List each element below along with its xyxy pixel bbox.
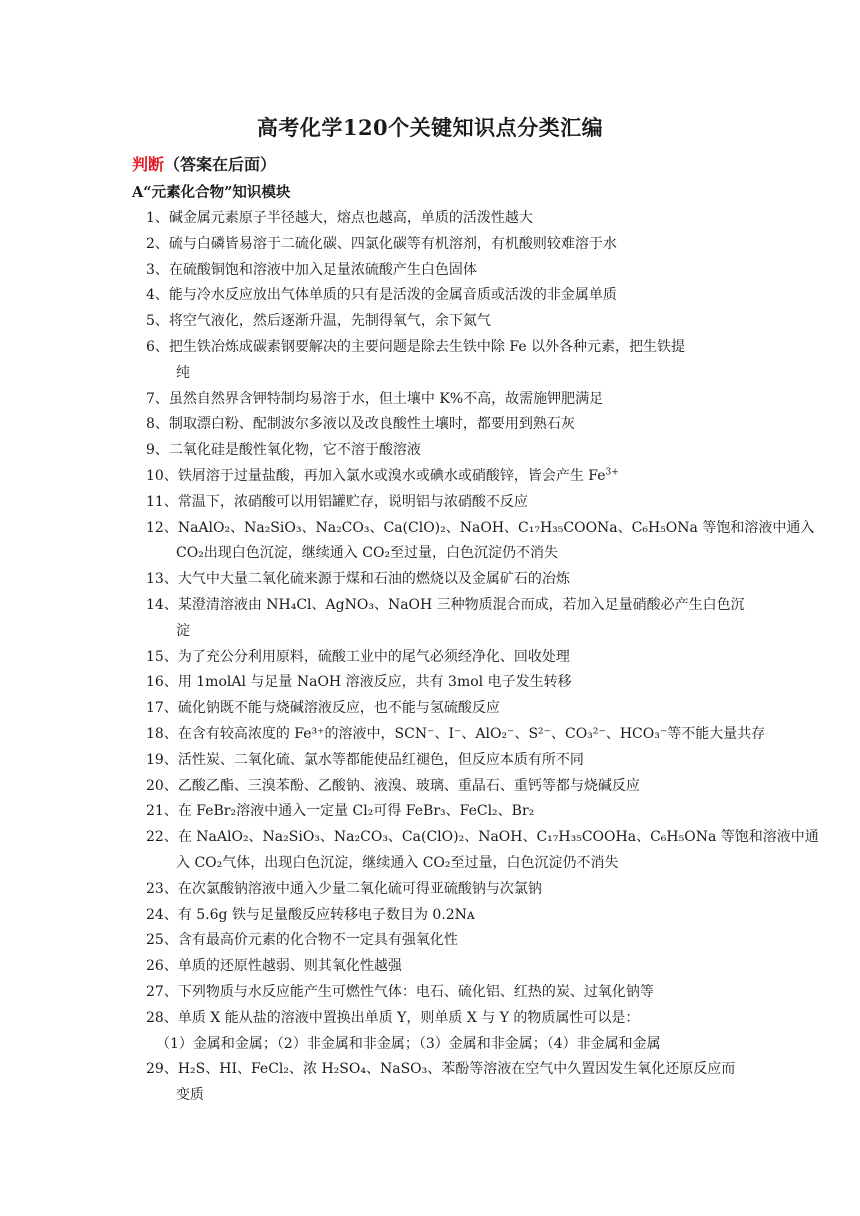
item-number: 9、 (146, 442, 169, 459)
list-item (146, 464, 619, 490)
list-item (146, 232, 617, 258)
item-number: 21、 (146, 803, 178, 820)
item-number: 19、 (146, 751, 178, 768)
item-text: 活性炭、二氧化硫、氯水等都能使品红褪色，但反应本质有所不同 (177, 751, 584, 768)
list-item (146, 670, 572, 696)
list-item (146, 309, 491, 335)
item-number: 17、 (146, 700, 178, 717)
item-text: H₂S、HI、FeCl₂、浓 H₂SO₄、NaSO₃、苯酚等溶液在空气中久置因发生氧化还原反应而 (177, 1061, 736, 1078)
list-item (146, 748, 584, 774)
item-text: 在 FeBr₂溶液中通入一定量 Cl₂可得 FeBr₃、FeCl₂、Br₂ (177, 803, 535, 820)
item-text: 在硫酸铜饱和溶液中加入足量浓硫酸产生白色固体 (168, 261, 477, 278)
item-text: 常温下，浓硝酸可以用铝罐贮存，说明铝与浓硝酸不反应 (177, 493, 528, 510)
section-label: 判断 (132, 155, 165, 174)
list-item (146, 1006, 639, 1032)
item-text: 将空气液化，然后逐渐升温，先制得氧气，余下氮气 (168, 313, 491, 330)
item-text: 硫化钠既不能与烧碱溶液反应，也不能与氢硫酸反应 (177, 700, 500, 717)
item-text: 为了充公分利用原料，硫酸工业中的尾气必须经净化、回收处理 (177, 648, 570, 665)
item-text: 单质的还原性越弱、则其氧化性越强 (177, 958, 402, 975)
item-text: 单质 X 能从盐的溶液中置换出单质 Y，则单质 X 与 Y 的物质属性可以是： (177, 1009, 640, 1026)
list-item (146, 980, 654, 1006)
item-number: 1、 (146, 210, 169, 226)
item-number: 15、 (146, 648, 178, 665)
item-superscript: 3+ (605, 467, 619, 478)
item-text: 制取漂白粉、配制波尔多液以及改良酸性土壤时，都要用到熟石灰 (168, 416, 575, 433)
item-number: 24、 (146, 906, 178, 923)
item-text: 把生铁冶炼成碳素钢要解决的主要问题是除去生铁中除 Fe 以外各种元素，把生铁提 (168, 339, 686, 355)
list-item (146, 645, 570, 671)
item-text: 用 1molAl 与足量 NaOH 溶液反应，共有 3mol 电子发生转移 (177, 674, 572, 691)
item-continuation: 淀 (176, 622, 190, 639)
item-number: 5、 (146, 313, 169, 330)
item-number: 16、 (146, 674, 178, 691)
item-continuation: 入 CO₂气体，出现白色沉淀，继续通入 CO₂至过量，白色沉淀仍不消失 (176, 855, 619, 871)
item-text: 某澄清溶液由 NH₄Cl、AgNO₃、NaOH 三种物质混合而成，若加入足量硝酸必产生白色沉 (177, 597, 745, 613)
list-item (146, 774, 640, 800)
item-number: 8、 (146, 416, 169, 433)
item-number: 3、 (146, 261, 169, 278)
list-item (146, 903, 475, 929)
item-text: NaAlO₂、Na₂SiO₃、Na₂CO₃、Ca(ClO)₂、NaOH、C₁₇H₃₅COONa、C₆H₅ONa 等饱和溶液中通入 (177, 519, 815, 536)
section-heading (132, 152, 276, 175)
item-number: 4、 (146, 287, 169, 304)
item-number: 27、 (146, 984, 178, 1000)
list-item (146, 877, 542, 903)
item-number: 6、 (146, 339, 169, 355)
item-number: 10、 (146, 468, 178, 484)
item-text: 铁屑溶于过量盐酸，再加入氯水或溴水或碘水或硝酸锌，皆会产生 Fe (177, 468, 606, 484)
item-text: 有 5.6g 铁与足量酸反应转移电子数目为 0.2Nᴀ (177, 906, 475, 923)
item-text: 在含有较高浓度的 Fe³⁺的溶液中，SCN⁻、I⁻、AlO₂⁻、S²⁻、CO₃²⁻、HCO₃⁻等不能大量共存 (177, 726, 766, 742)
list-item (146, 438, 421, 464)
item-number: 23、 (146, 880, 178, 897)
item-number: 22、 (146, 829, 178, 846)
list-item (146, 799, 534, 825)
item-number: 26、 (146, 958, 178, 975)
item-text: 二氧化硅是酸性氧化物，它不溶于酸溶液 (168, 442, 421, 459)
item-text: 在 NaAlO₂、Na₂SiO₃、Na₂CO₃、Ca(ClO)₂、NaOH、C₁₇H₃₅COOHa、C₆H₅ONa 等饱和溶液中通 (177, 829, 819, 846)
item-text: 硫与白磷皆易溶于二硫化碳、四氯化碳等有机溶剂，有机酸则较难溶于水 (168, 235, 617, 252)
list-item (146, 1057, 735, 1083)
item-options: （1）金属和金属；（2）非金属和非金属；（3）金属和非金属；（4）非金属和金属 (156, 1035, 661, 1052)
item-text: 能与冷水反应放出气体单质的只有是活泼的金属音质或活泼的非金属单质 (168, 287, 617, 304)
item-text: 在次氯酸钠溶液中通入少量二氧化硫可得亚硫酸钠与次氯钠 (177, 880, 542, 897)
item-text: 大气中大量二氧化硫来源于煤和石油的燃烧以及金属矿石的冶炼 (177, 571, 570, 588)
list-item (146, 954, 402, 980)
item-number: 29、 (146, 1061, 178, 1078)
item-number: 14、 (146, 597, 178, 613)
item-text: 乙酸乙酯、三溴苯酚、乙酸钠、液溴、玻璃、重晶石、重钙等都与烧碱反应 (177, 777, 640, 794)
item-text: 下列物质与水反应能产生可燃性气体：电石、硫化铝、红热的炭、过氧化钠等 (177, 984, 654, 1000)
list-item (146, 258, 477, 284)
item-text: 虽然自然界含钾特制均易溶于水，但土壤中 K%不高，故需施钾肥满足 (168, 390, 604, 407)
list-item (146, 825, 819, 851)
page-title: 高考化学120个关键知识点分类汇编 (256, 115, 604, 140)
item-number: 28、 (146, 1009, 178, 1026)
item-number: 18、 (146, 726, 178, 742)
item-number: 11、 (146, 493, 178, 510)
list-item (146, 490, 528, 516)
item-continuation: 纯 (176, 364, 190, 381)
section-note: （答案在后面） (164, 155, 277, 174)
item-text: 碱金属元素原子半径越大，熔点也越高，单质的活泼性越大 (168, 210, 533, 226)
item-text: 含有最高价元素的化合物不一定具有强氧化性 (177, 932, 458, 949)
item-number: 25、 (146, 932, 178, 949)
list-item (146, 696, 500, 722)
list-item (146, 335, 685, 361)
list-item (146, 722, 765, 748)
list-item (146, 516, 814, 542)
list-item (146, 928, 458, 954)
item-number: 12、 (146, 519, 178, 536)
item-number: 20、 (146, 777, 178, 794)
item-continuation: CO₂出现白色沉淀，继续通入 CO₂至过量，白色沉淀仍不消失 (176, 545, 559, 562)
list-item (146, 387, 603, 413)
module-heading: A“元素化合物”知识模块 (132, 184, 291, 201)
item-number: 13、 (146, 571, 178, 588)
list-item (146, 593, 745, 619)
item-number: 7、 (146, 390, 169, 407)
list-item (146, 567, 570, 593)
list-item (146, 206, 533, 232)
item-number: 2、 (146, 235, 169, 252)
list-item (146, 283, 617, 309)
item-continuation: 变质 (176, 1087, 204, 1104)
list-item (146, 412, 575, 438)
